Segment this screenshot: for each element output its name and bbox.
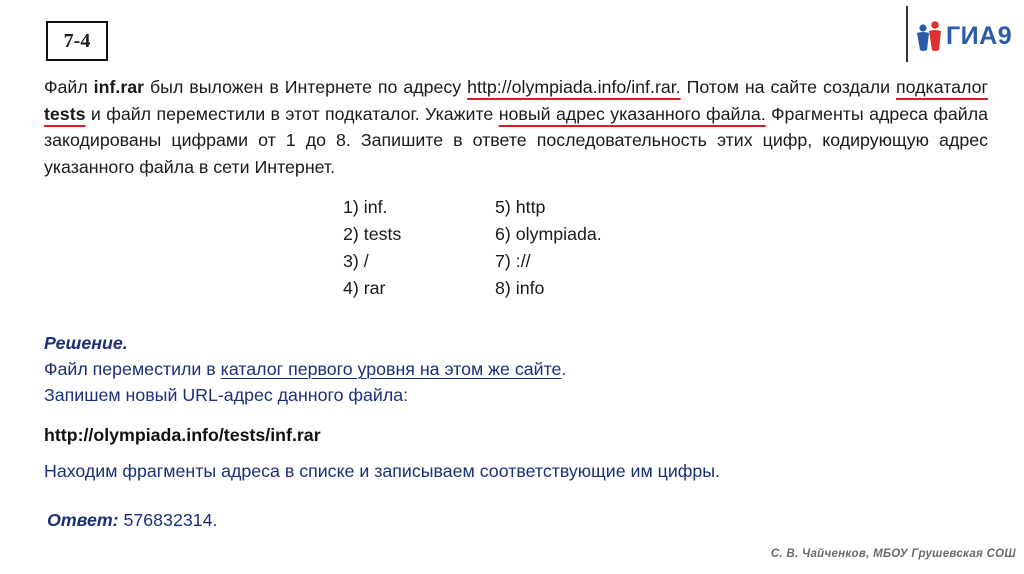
solution-title: Решение.: [44, 333, 128, 353]
solution-line-1: Файл переместили в каталог первого уровня на этом же сайте.: [44, 359, 567, 379]
solution-line-2: Запишем новый URL-адрес данного файла:: [44, 385, 409, 405]
author-footer: С. В. Чайченков, МБОУ Грушевская СОШ: [770, 548, 1016, 560]
logo-text: ГИА9: [946, 22, 1013, 50]
list-item: 1) inf. 5) http: [343, 197, 546, 217]
answer: Ответ: 576832314.: [47, 510, 218, 530]
header-divider: [906, 6, 908, 62]
new-url: http://olympiada.info/tests/inf.rar: [44, 425, 321, 445]
solution-find: Находим фрагменты адреса в списке и записываем соответствующие им цифры.: [44, 461, 720, 481]
old-url: http://olympiada.info/inf.rar.: [467, 77, 681, 97]
task-number-badge: 7-4: [46, 21, 108, 61]
problem-statement: Файл inf.rar был выложен в Интернете по адресу http://olympiada.info/inf.rar. Потом на сайте создали подкаталог tests и файл переместили в этот подкаталог. Укажите новый адрес указанного файла. Фрагменты адреса файла закодированы цифрами от 1 до 8. Запишите в ответе последовательность этих цифр, кодирующую адрес указанного файла в сети Интернет.: [44, 77, 989, 177]
list-item: 2) tests 6) olympiada.: [343, 224, 602, 244]
list-item: 3) / 7) ://: [343, 251, 531, 271]
options-list: [343, 194, 602, 302]
list-item: 4) rar 8) info: [343, 278, 545, 298]
